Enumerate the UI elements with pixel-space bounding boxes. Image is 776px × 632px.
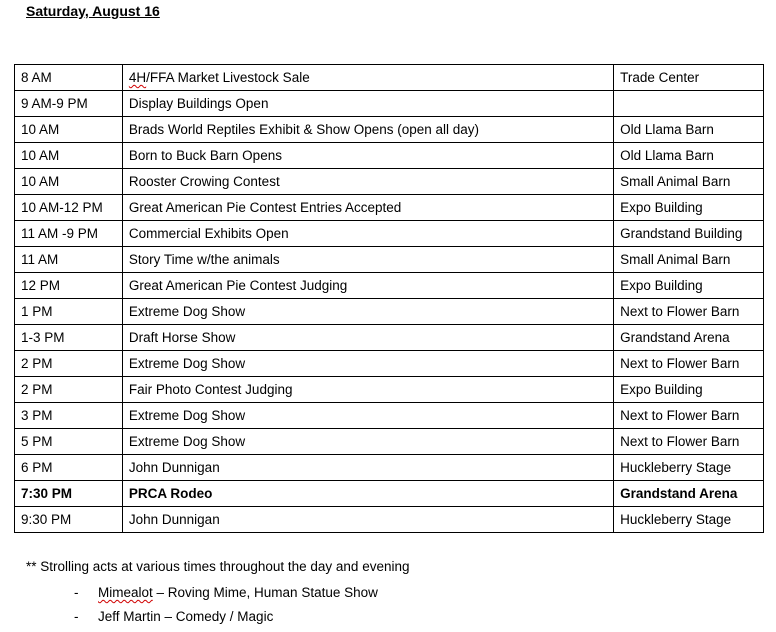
event-cell [122, 65, 613, 91]
time-cell: 1-3 PM [15, 325, 123, 351]
time-cell: 8 AM [15, 65, 123, 91]
act-name: Mimealot [98, 585, 153, 600]
event-text: Extreme Dog Show [128, 304, 246, 319]
event-text: /FFA Market Livestock Sale [146, 70, 310, 85]
table-row [15, 455, 764, 481]
schedule-body [15, 65, 764, 533]
table-row [15, 221, 764, 247]
list-dash: - [74, 585, 79, 600]
event-text: Brads World Reptiles Exhibit & Show Opens (open all day) [128, 122, 480, 137]
event-cell [122, 143, 613, 169]
table-row [15, 403, 764, 429]
event-cell [122, 221, 613, 247]
event-text: Extreme Dog Show [128, 356, 246, 371]
time-cell: 9:30 PM [15, 507, 123, 533]
table-row [15, 143, 764, 169]
location-cell: Next to Flower Barn [614, 351, 764, 377]
event-cell [122, 299, 613, 325]
event-cell [122, 117, 613, 143]
event-text: Born to Buck Barn Opens [128, 148, 282, 163]
event-text: Extreme Dog Show [128, 408, 246, 423]
event-text: 4H [128, 70, 147, 85]
table-row [15, 117, 764, 143]
list-dash: - [74, 609, 79, 624]
event-cell [122, 195, 613, 221]
time-cell: 12 PM [15, 273, 123, 299]
list-item [74, 608, 378, 632]
event-text: John Dunnigan [128, 460, 220, 475]
location-cell: Expo Building [614, 195, 764, 221]
location-cell: Grandstand Arena [614, 481, 764, 507]
table-row [15, 325, 764, 351]
schedule-table [14, 64, 764, 533]
event-text: Story Time w/the animals [128, 252, 280, 267]
table-row [15, 65, 764, 91]
event-text: PRCA Rodeo [128, 486, 213, 501]
list-item [74, 584, 378, 608]
time-cell: 1 PM [15, 299, 123, 325]
event-cell [122, 507, 613, 533]
time-cell: 9 AM-9 PM [15, 91, 123, 117]
location-cell: Old Llama Barn [614, 117, 764, 143]
table-row [15, 429, 764, 455]
time-cell: 10 AM [15, 143, 123, 169]
table-row [15, 351, 764, 377]
table-row [15, 91, 764, 117]
event-cell [122, 481, 613, 507]
event-cell [122, 455, 613, 481]
table-row [15, 377, 764, 403]
event-cell [122, 247, 613, 273]
table-row [15, 247, 764, 273]
location-cell: Trade Center [614, 65, 764, 91]
event-text: Draft Horse Show [128, 330, 236, 345]
event-cell [122, 429, 613, 455]
event-text: Display Buildings Open [128, 96, 269, 111]
time-cell: 3 PM [15, 403, 123, 429]
event-text: Great American Pie Contest Judging [128, 278, 348, 293]
location-cell: Next to Flower Barn [614, 429, 764, 455]
location-cell: Expo Building [614, 273, 764, 299]
table-row [15, 273, 764, 299]
event-cell [122, 403, 613, 429]
time-cell: 2 PM [15, 351, 123, 377]
location-cell: Grandstand Building [614, 221, 764, 247]
location-cell: Small Animal Barn [614, 169, 764, 195]
location-cell: Huckleberry Stage [614, 455, 764, 481]
event-cell [122, 273, 613, 299]
time-cell: 10 AM-12 PM [15, 195, 123, 221]
table-row [15, 481, 764, 507]
time-cell: 10 AM [15, 169, 123, 195]
location-cell: Next to Flower Barn [614, 403, 764, 429]
time-cell: 2 PM [15, 377, 123, 403]
act-description: Jeff Martin – Comedy / Magic [98, 609, 274, 624]
location-cell: Next to Flower Barn [614, 299, 764, 325]
table-row [15, 299, 764, 325]
time-cell: 11 AM -9 PM [15, 221, 123, 247]
location-cell: Huckleberry Stage [614, 507, 764, 533]
time-cell: 11 AM [15, 247, 123, 273]
event-text: John Dunnigan [128, 512, 220, 527]
location-cell [614, 91, 764, 117]
table-row [15, 195, 764, 221]
page-heading: Saturday, August 16 [26, 3, 160, 19]
event-text: Rooster Crowing Contest [128, 174, 280, 189]
strolling-note: ** Strolling acts at various times throughout the day and evening [26, 559, 410, 574]
location-cell: Expo Building [614, 377, 764, 403]
event-text: Great American Pie Contest Entries Accepted [128, 200, 402, 215]
location-cell: Grandstand Arena [614, 325, 764, 351]
act-description: – Roving Mime, Human Statue Show [152, 585, 378, 600]
table-row [15, 169, 764, 195]
location-cell: Old Llama Barn [614, 143, 764, 169]
acts-list [74, 584, 378, 632]
event-cell [122, 351, 613, 377]
time-cell: 6 PM [15, 455, 123, 481]
event-text: Fair Photo Contest Judging [128, 382, 293, 397]
location-cell: Small Animal Barn [614, 247, 764, 273]
time-cell: 5 PM [15, 429, 123, 455]
event-text: Commercial Exhibits Open [128, 226, 289, 241]
event-cell [122, 91, 613, 117]
event-cell [122, 377, 613, 403]
table-row [15, 507, 764, 533]
event-cell [122, 325, 613, 351]
time-cell: 10 AM [15, 117, 123, 143]
time-cell: 7:30 PM [15, 481, 123, 507]
event-text: Extreme Dog Show [128, 434, 246, 449]
event-cell [122, 169, 613, 195]
